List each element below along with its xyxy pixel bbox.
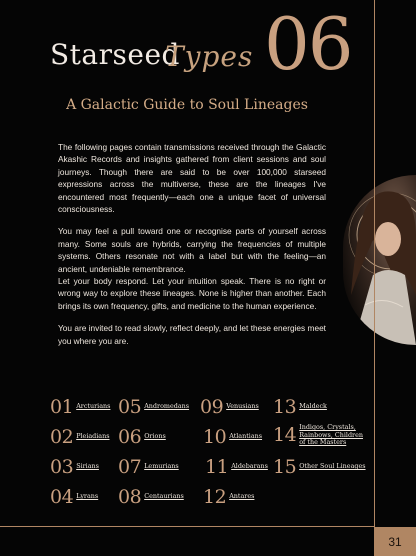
lineage-link[interactable]: Atlantians [229,432,263,441]
lineage-number: 10 [203,426,227,448]
lineage-item[interactable] [203,486,254,508]
lineage-number: 14 [273,424,297,447]
lineage-link[interactable]: Indigos, Crystals, Rainbows, Children of the Masters [299,423,364,447]
lineage-link[interactable]: Centaurians [144,492,184,501]
lineage-item[interactable] [205,456,268,478]
lineage-item[interactable] [273,424,367,447]
lineage-number: 08 [118,486,142,508]
lineage-link[interactable]: Andromedans [144,402,190,411]
lineage-number: 03 [50,456,74,478]
lineage-item[interactable] [118,486,184,508]
lineage-item[interactable] [118,456,179,478]
title-number: 06 [264,2,352,86]
lineage-item[interactable] [273,456,366,478]
intro-paragraph: You may feel a pull toward one or recognise parts of yourself across many. Some souls are hybrids, carrying the frequencies of multiple systems. Others resonate not with a label but with the feeling—an ancient, undeniable remembrance. [58,226,326,274]
intro-paragraph: You are invited to read slowly, reflect deeply, and let these energies meet you where you are. [58,323,326,346]
lineage-link[interactable]: Lemurians [144,462,179,471]
intro-paragraph: Let your body respond. Let your intuition speak. There is no right or wrong way to explore these lineages. None is higher than another. Each brings its own frequency, gifts, and medicine to the human experience. [58,276,326,311]
lineage-number: 15 [273,456,297,478]
lineage-link[interactable]: Other Soul Lineages [299,462,366,471]
lineage-number: 13 [273,396,297,418]
lineage-item[interactable] [200,396,259,418]
lineage-link[interactable]: Orions [144,432,166,441]
intro-text [58,141,326,357]
title-types: Types [165,40,254,73]
lineage-link[interactable]: Maldeck [299,402,327,411]
lineage-number: 04 [50,486,74,508]
portrait-image [343,175,416,345]
lineage-item[interactable] [273,396,327,418]
lineage-item[interactable] [50,486,98,508]
lineage-number: 01 [50,396,74,418]
lineage-item[interactable] [118,396,189,418]
lineage-item[interactable] [50,396,110,418]
lineage-item[interactable] [118,426,166,448]
lineage-number: 12 [203,486,227,508]
lineage-link[interactable]: Venusians [226,402,259,411]
lineage-number: 09 [200,396,224,418]
lineage-link[interactable]: Arcturians [76,402,111,411]
lineage-number: 07 [118,456,142,478]
lineage-link[interactable]: Antares [229,492,255,501]
intro-paragraph: The following pages contain transmissions received through the Galactic Akashic Records and insights gathered from client sessions and soul journeys. Though there are said to be over 100,000 starseed expressions across the multiverse, these are the lineages I've encountered most frequently—each one a unique facet of universal consciousness. [58,142,326,215]
lineage-number: 06 [118,426,142,448]
horizontal-rule [0,526,374,527]
lineage-number: 02 [50,426,74,448]
page-subtitle: A Galactic Guide to Soul Lineages [66,97,308,113]
lineage-link[interactable]: Sirians [76,462,99,471]
lineage-link[interactable]: Lyrans [76,492,99,501]
lineage-item[interactable] [203,426,262,448]
vertical-rule [374,0,375,556]
page-number: 31 [374,527,416,556]
lineage-item[interactable] [50,426,110,448]
lineage-number: 05 [118,396,142,418]
title-starseed: Starseed [50,38,180,71]
lineage-link[interactable]: Aldebarans [231,462,268,471]
lineage-number: 11 [205,456,229,478]
lineage-link[interactable]: Pleiadians [76,432,110,441]
lineage-item[interactable] [50,456,99,478]
